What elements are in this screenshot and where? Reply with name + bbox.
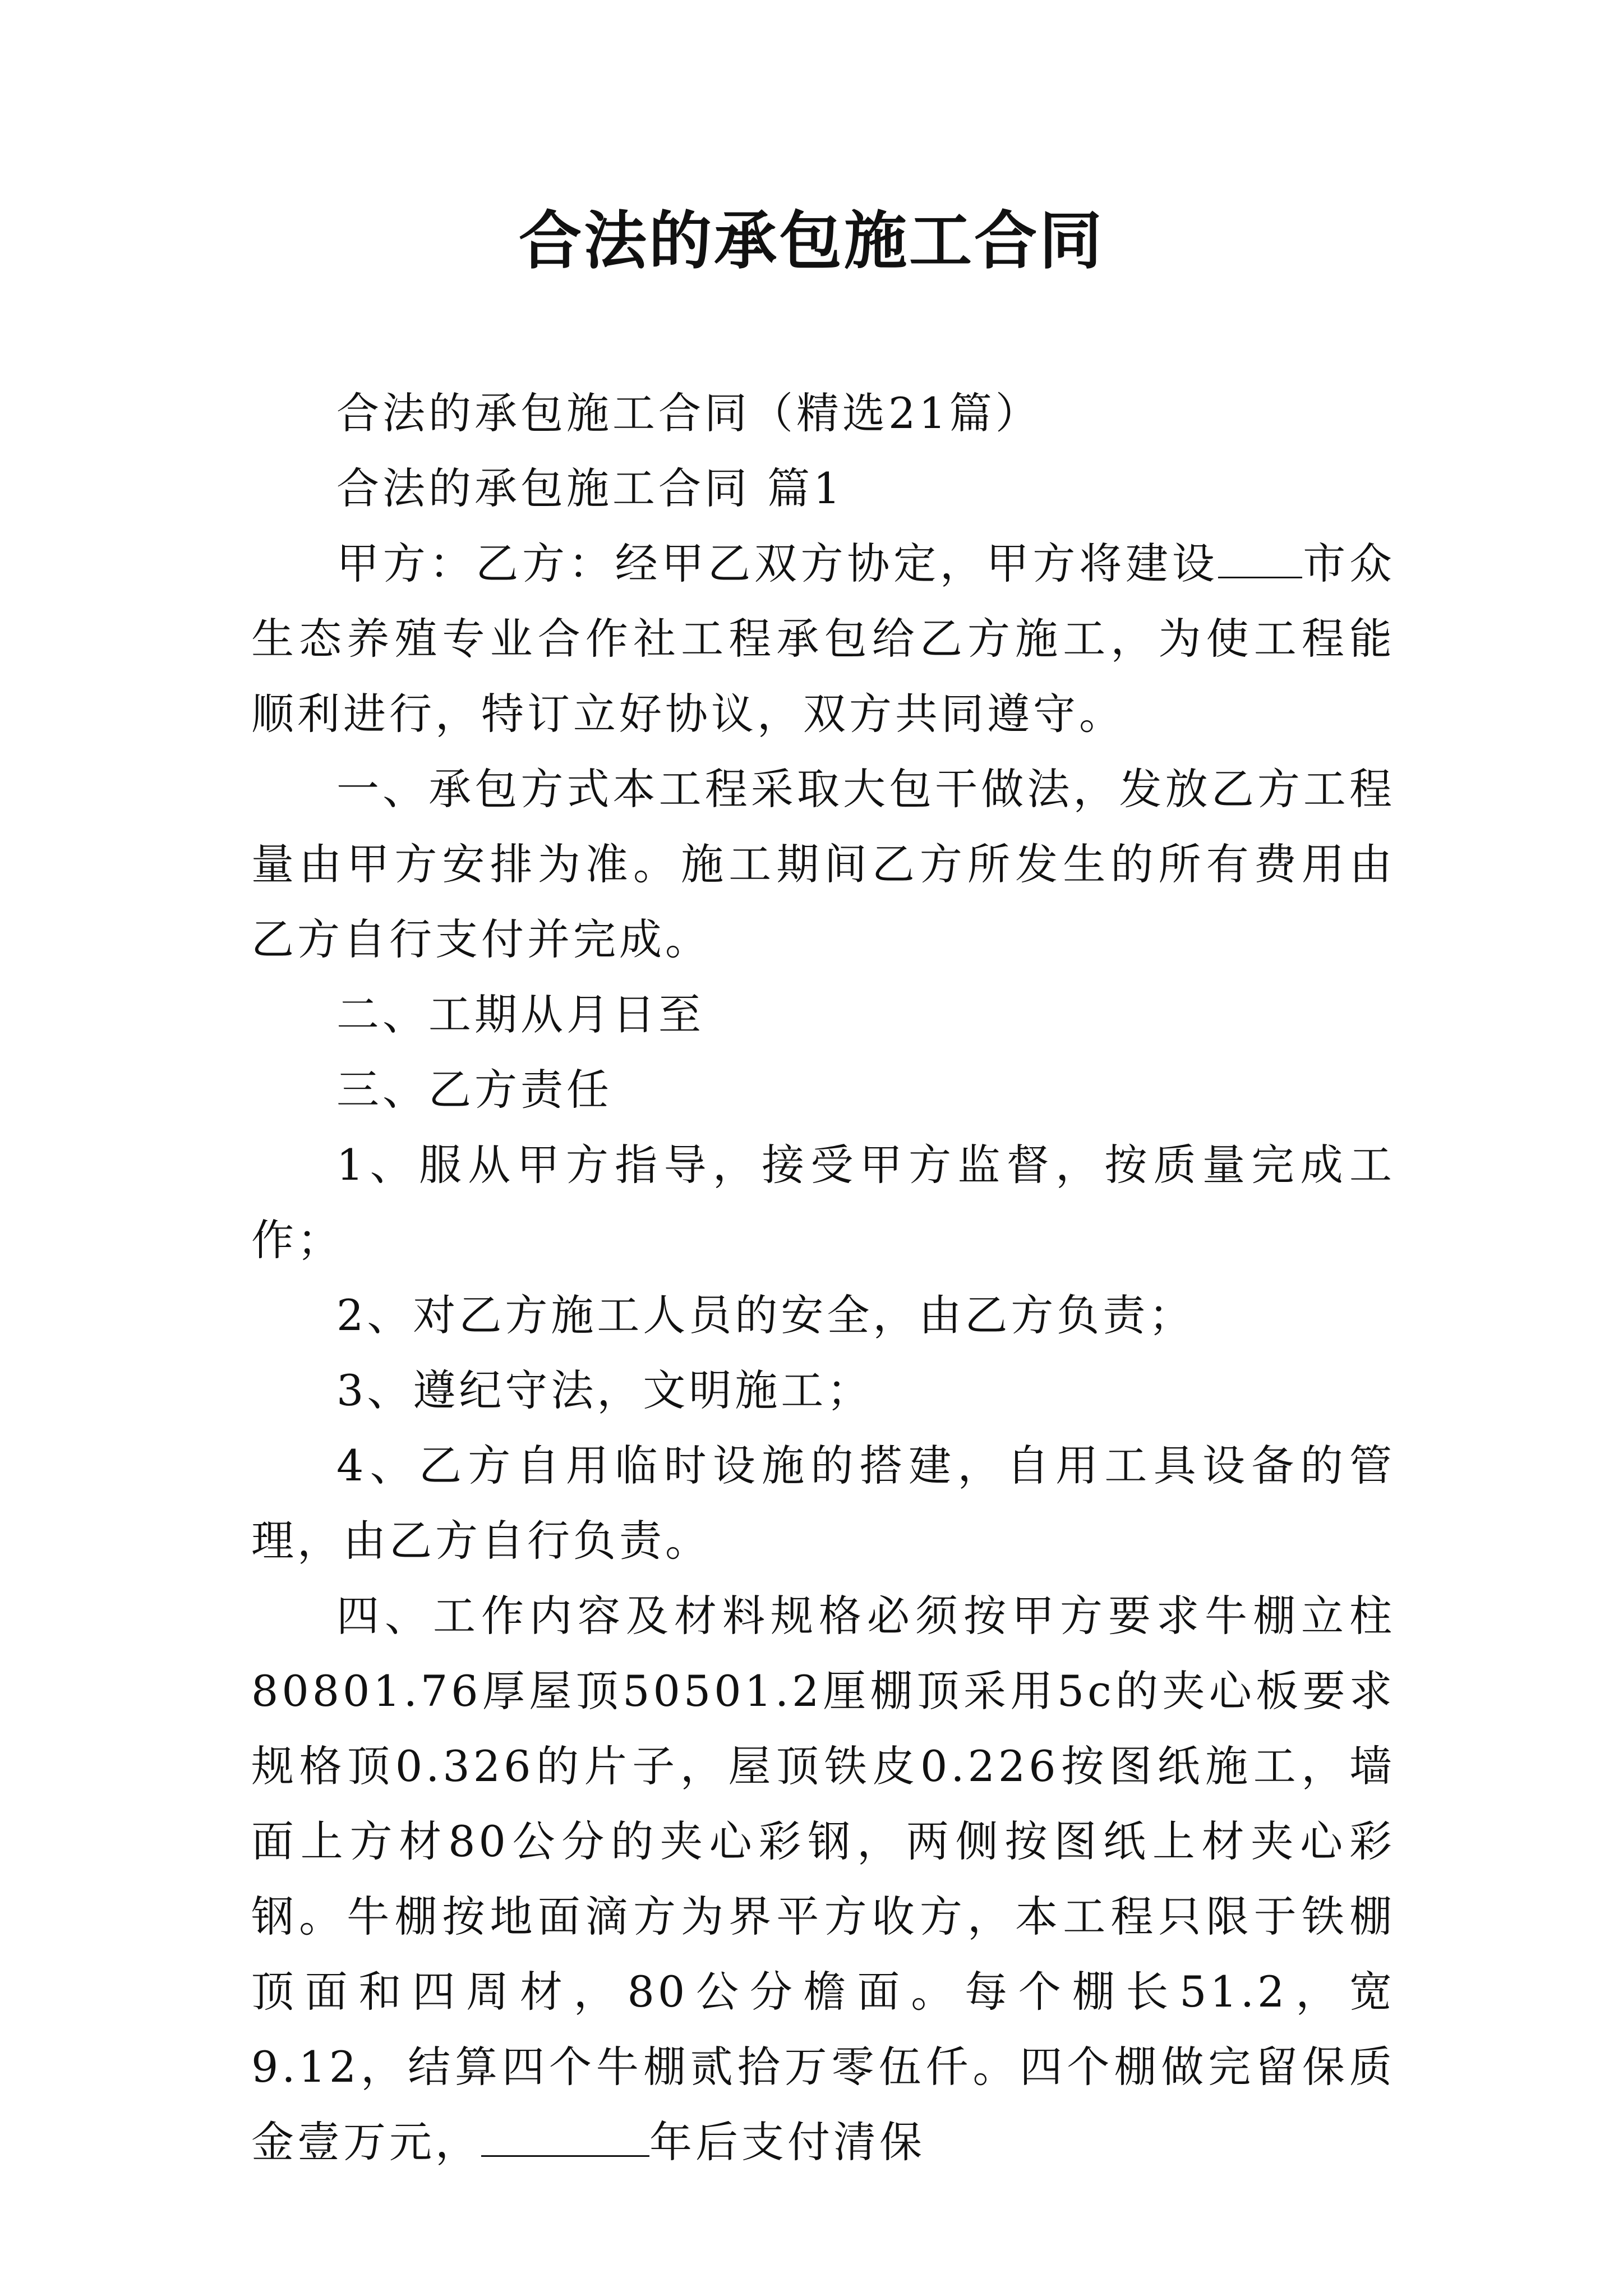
list-item-3: 3、遵纪守法，文明施工； <box>336 1365 873 1415</box>
clause-1: 一、承包方式本工程采取大包干做法，发放乙方工程量由甲方安排为准。施工期间乙方所发生的所有费用由乙方自行支付并完成。 <box>251 764 1395 964</box>
list-item-2: 2、对乙方施工人员的安全，由乙方负责； <box>336 1290 1195 1340</box>
section-heading: 合法的承包施工合同 篇1 <box>336 463 844 513</box>
intro-text-start: 甲方：乙方：经甲乙双方协定，甲方将建设 <box>336 539 1219 588</box>
clause-2: 二、工期从月日至 <box>336 990 704 1039</box>
clause-4-text-start: 四、工作内容及材料规格必须按甲方要求牛棚立柱80801.76厚屋顶50501.2厘棚顶采用5c的夹心板要求规格顶0.326的片子，屋顶铁皮0.226按图纸施工，墙面上方材80公分的夹心彩钢，两侧按图纸上材夹心彩钢。牛棚按地面滴方为界平方收方，本工程只限于铁棚顶面和四周材，80公分檐面。每个棚长51.2，宽9.12，结算四个牛棚贰拾万零伍仟。四个棚做完留保质金壹万元， <box>251 1591 1395 2167</box>
intro-text-end: 市众生态养殖专业合作社工程承包给乙方施工，为使工程能顺利进行，特订立好协议，双方共同遵守。 <box>251 539 1396 739</box>
intro-paragraph <box>251 526 1395 752</box>
blank-line <box>481 2110 649 2157</box>
document-body <box>251 376 1395 2180</box>
list-item-1: 1、服从甲方指导，接受甲方监督，按质量完成工作； <box>251 1140 1395 1265</box>
clause-4-text-end: 年后支付清保 <box>649 2117 925 2167</box>
document-subtitle: 合法的承包施工合同（精选21篇） <box>336 388 1041 438</box>
blank-line <box>1218 532 1302 578</box>
clause-3: 三、乙方责任 <box>336 1065 612 1115</box>
list-item-4: 4、乙方自用临时设施的搭建，自用工具设备的管理，由乙方自行负责。 <box>251 1441 1395 1566</box>
clause-4 <box>251 1579 1395 2180</box>
document-title: 合法的承包施工合同 <box>519 204 1104 278</box>
